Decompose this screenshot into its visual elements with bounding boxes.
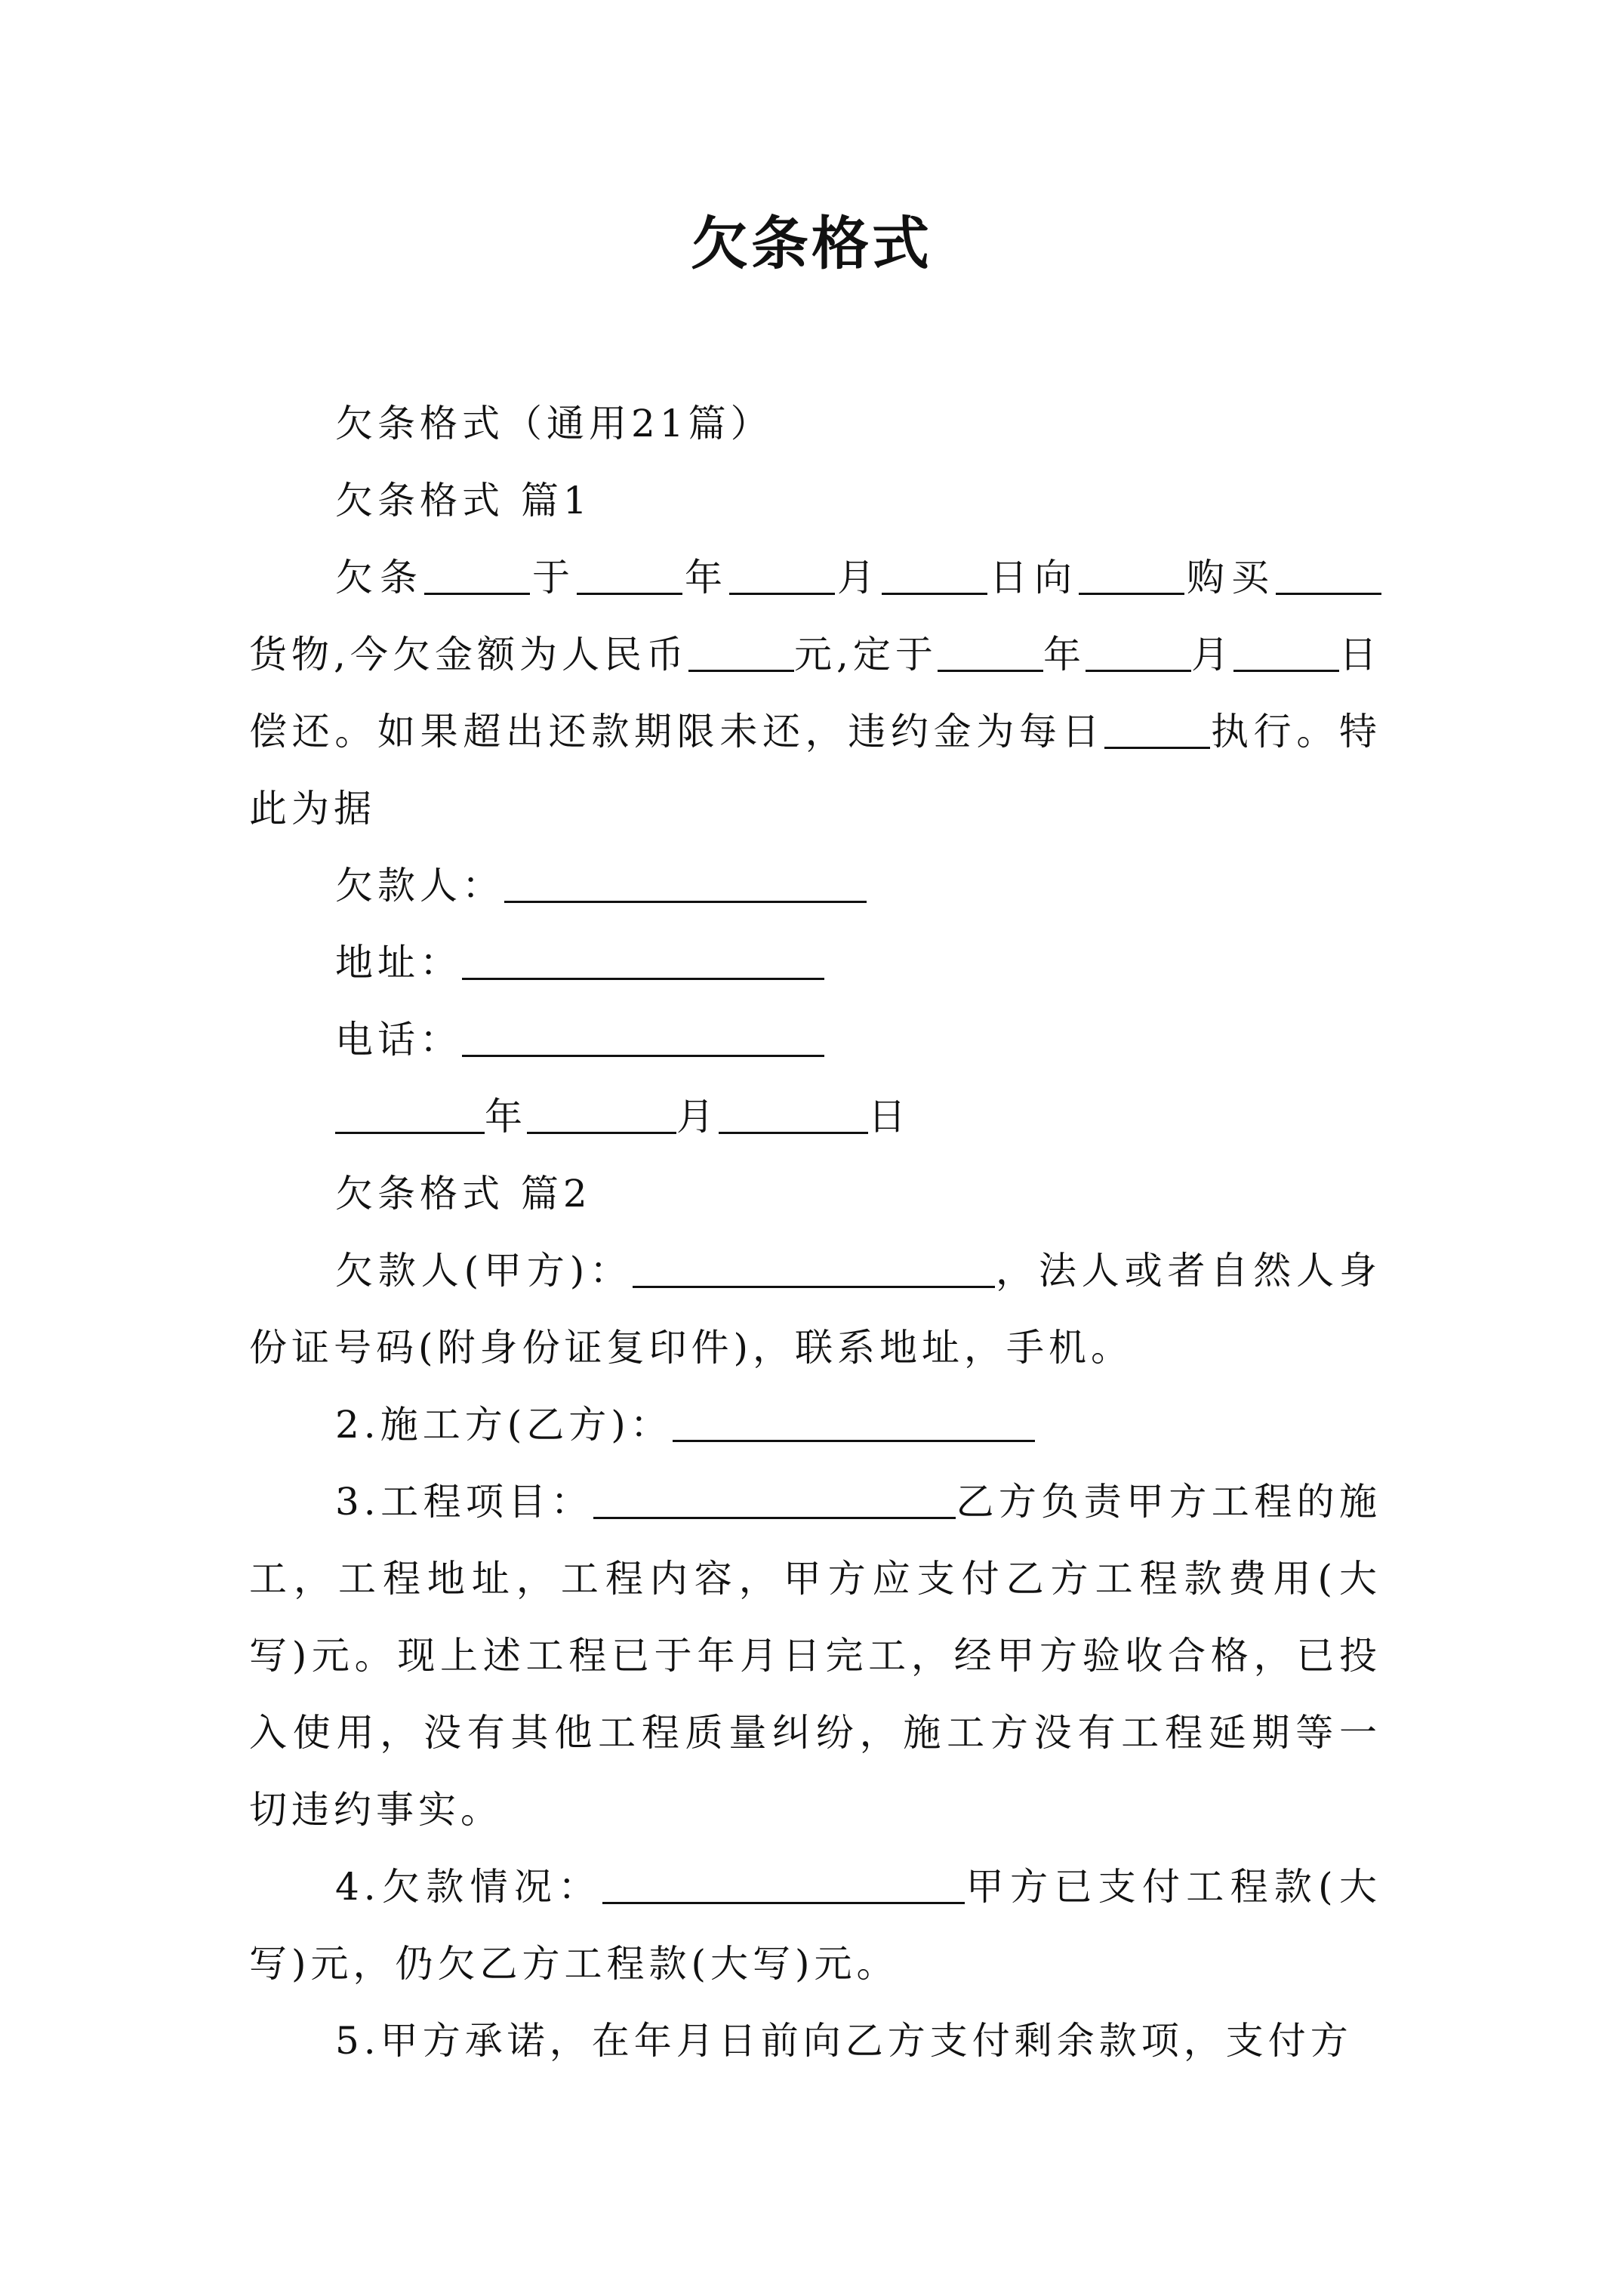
debtor-field-line <box>249 847 1381 924</box>
text-fragment: ，法人或者自然人身份证号码(附身份证复印件)，联系地址，手机。 <box>249 1249 1382 1370</box>
text-fragment: 欠款人(甲方)： <box>335 1249 633 1293</box>
year-blank <box>335 1096 485 1134</box>
blank-line <box>593 1481 956 1519</box>
text-fragment: 元,定于 <box>794 633 938 676</box>
text-fragment: 日向 <box>987 556 1079 599</box>
month-blank <box>527 1096 676 1134</box>
blank-line <box>602 1866 965 1904</box>
document-body <box>249 385 1381 2079</box>
text-fragment: 于 <box>530 556 577 599</box>
address-label: 地址： <box>335 941 462 985</box>
blank-line <box>673 1404 1035 1442</box>
text-fragment: 欠条 <box>335 556 424 599</box>
section2-item1 <box>249 1232 1381 1386</box>
phone-blank <box>462 1019 824 1057</box>
day-label: 日 <box>868 1095 910 1139</box>
text-fragment: 月 <box>835 556 882 599</box>
month-label: 月 <box>676 1095 719 1139</box>
year-label: 年 <box>485 1095 527 1139</box>
document-subtitle: 欠条格式（通用21篇） <box>335 402 773 445</box>
address-field-line <box>249 924 1381 1001</box>
blank-line <box>633 1250 995 1288</box>
blank-line <box>729 556 835 595</box>
address-blank <box>462 942 824 980</box>
text-fragment: 4.欠款情况： <box>335 1865 602 1909</box>
text-fragment: 甲方已支付工程款(大写)元，仍欠乙方工程款(大写)元。 <box>249 1865 1381 1986</box>
blank-line <box>882 556 987 595</box>
day-blank <box>719 1096 868 1134</box>
text-fragment: 2.施工方(乙方)： <box>335 1403 673 1447</box>
text-fragment: 年 <box>682 556 729 599</box>
section2-heading: 欠条格式 篇2 <box>335 1172 592 1216</box>
text-fragment: 月 <box>1190 633 1234 676</box>
blank-line <box>577 556 682 595</box>
text-fragment: 年 <box>1042 633 1086 676</box>
blank-line <box>688 633 794 672</box>
text-fragment: 3.工程项目： <box>335 1480 594 1524</box>
blank-line <box>1104 710 1210 749</box>
blank-line <box>1276 556 1381 595</box>
section2-item5: 5.甲方承诺，在年月日前向乙方支付剩余款项，支付方 <box>335 2019 1353 2063</box>
section2-item4 <box>249 1848 1381 2002</box>
blank-line <box>1233 633 1339 672</box>
text-fragment: 乙方负责甲方工程的施工，工程地址，工程内容，甲方应支付乙方工程款费用(大写)元。现上述工程已于年月日完工，经甲方验收合格，已投入使用，没有其他工程质量纠纷，施工方没有工程延期等一切违约事实。 <box>249 1480 1381 1832</box>
blank-line <box>424 556 530 595</box>
phone-field-line <box>249 1001 1381 1078</box>
section1-heading: 欠条格式 篇1 <box>335 479 592 522</box>
date-line <box>249 1078 1381 1155</box>
section2-item3 <box>249 1463 1381 1848</box>
section1-paragraph <box>249 539 1381 847</box>
blank-line <box>1079 556 1184 595</box>
debtor-blank <box>504 864 867 903</box>
blank-line <box>1086 633 1191 672</box>
phone-label: 电话： <box>335 1018 462 1062</box>
section2-item2 <box>249 1386 1381 1463</box>
text-fragment: 日偿还。如果超出还款期限未还，违约金为每日 <box>249 633 1382 754</box>
text-fragment: 购买 <box>1184 556 1276 599</box>
document-title: 欠条格式 <box>691 210 932 277</box>
blank-line <box>938 633 1043 672</box>
text-fragment: 货物,今欠金额为人民币 <box>249 633 688 676</box>
debtor-label: 欠款人： <box>335 864 504 908</box>
text-fragment: 执行。特此为据 <box>249 710 1382 831</box>
